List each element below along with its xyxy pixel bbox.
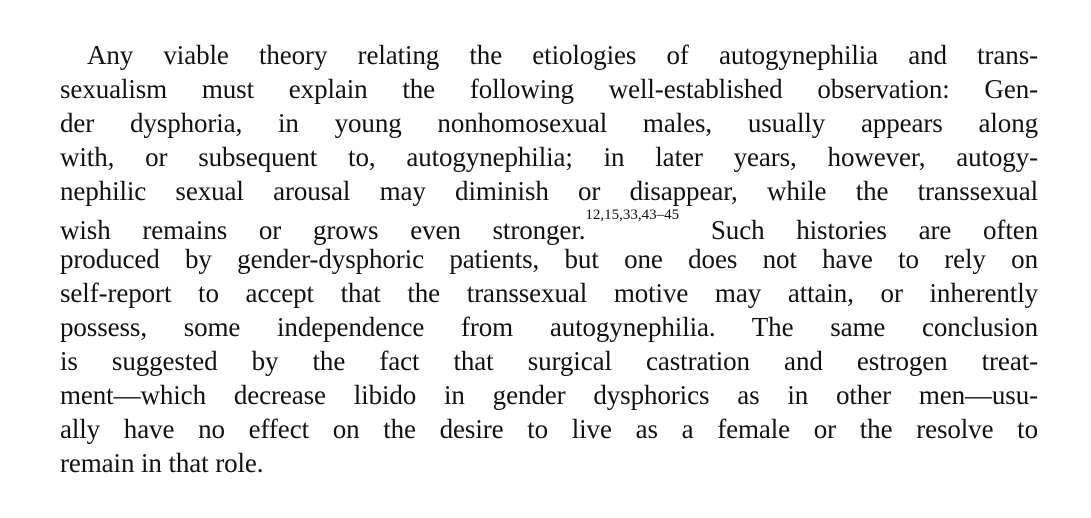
text-segment: Such histories are often: [710, 215, 1038, 245]
text-line: self-report to accept that the transsexual motive may attain, or inherently: [60, 278, 1038, 308]
text-line: Any viable theory relating the etiologies of autogynephilia and trans-: [87, 40, 1038, 70]
text-line: der dysphoria, in young nonhomosexual males, usually appears along: [60, 108, 1038, 138]
text-segment: wish remains or grows even stronger.: [60, 215, 586, 245]
text-line: with, or subsequent to, autogynephilia; in later years, however, autogy-: [60, 142, 1038, 172]
text-line: nephilic sexual arousal may diminish or disappear, while the transsexual: [60, 176, 1038, 206]
text-line: is suggested by the fact that surgical castration and estrogen treat-: [60, 346, 1038, 376]
body-paragraph: [60, 38, 1038, 480]
text-line-with-citation: [60, 207, 1038, 245]
text-line: ally have no effect on the desire to live as a female or the resolve to: [60, 414, 1038, 444]
text-line: sexualism must explain the following well-established observation: Gen-: [60, 74, 1038, 104]
citation-superscript: 12,15,33,43–45: [585, 207, 680, 223]
text-line: produced by gender-dysphoric patients, but one does not have to rely on: [60, 244, 1038, 274]
text-line: remain in that role.: [60, 448, 264, 478]
text-line: possess, some independence from autogynephilia. The same conclusion: [60, 312, 1038, 342]
text-line: ment—which decrease libido in gender dysphorics as in other men—usu-: [60, 380, 1038, 410]
